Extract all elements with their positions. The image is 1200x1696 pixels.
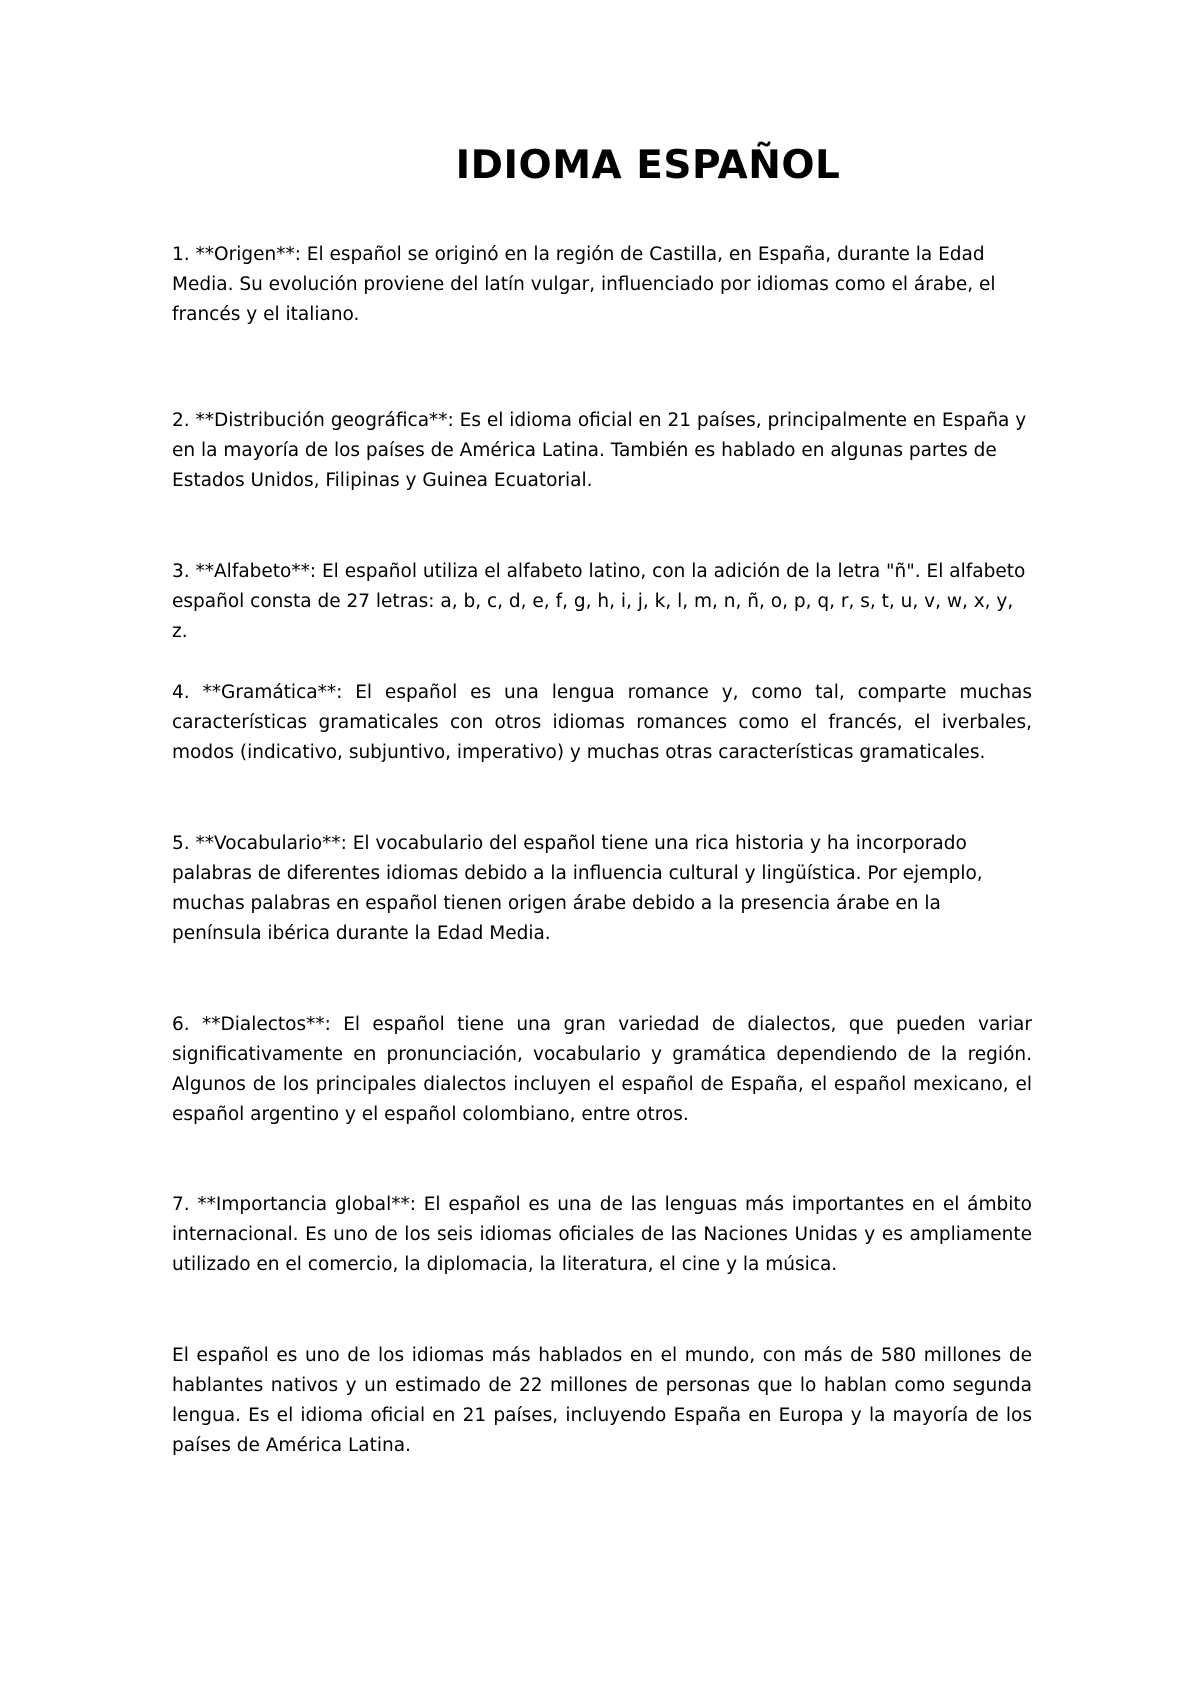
section-dialectos: 6. **Dialectos**: El español tiene una gran variedad de dialectos, que pueden variar significativamente en pronunciación, vocabulario y gramática dependiendo de la región. Algunos de los principales dialectos incluyen el español de España, el español mexicano, el español argentino y el español colombiano, entre otros. (172, 1014, 1032, 1125)
section-distribucion: 2. **Distribución geográfica**: Es el idioma oficial en 21 países, principalmente en España y en la mayoría de los países de América Latina. También es hablado en algunas partes de Estados Unidos, Filipinas y Guinea Ecuatorial. (172, 410, 1027, 491)
section-importancia: 7. **Importancia global**: El español es una de las lenguas más importantes en el ámbito internacional. Es uno de los seis idiomas oficiales de las Naciones Unidas y es ampliamente utilizado en el comercio, la diplomacia, la literatura, el cine y la música. (172, 1194, 1032, 1275)
section-alfabeto: 3. **Alfabeto**: El español utiliza el alfabeto latino, con la adición de la letra "ñ". El alfabeto español consta de 27 letras: a, b, c, d, e, f, g, h, i, j, k, l, m, n, ñ, o, p, q, r, s, t, u, v, w, x, y, z. (172, 561, 1026, 642)
section-gramatica: 4. **Gramática**: El español es una lengua romance y, como tal, comparte muchas características gramaticales con otros idiomas romances como el francés, el iverbales, modos (indicativo, subjuntivo, imperativo) y muchas otras características gramaticales. (172, 682, 1032, 763)
section-vocabulario: 5. **Vocabulario**: El vocabulario del español tiene una rica historia y ha incorporado palabras de diferentes idiomas debido a la influencia cultural y lingüística. Por ejemplo, muchas palabras en español tienen origen árabe debido a la presencia árabe en la península ibérica durante la Edad Media. (172, 833, 983, 944)
document-title: IDIOMA ESPAÑOL (455, 143, 841, 188)
section-origen: 1. **Origen**: El español se originó en la región de Castilla, en España, durante la Edad Media. Su evolución proviene del latín vulgar, influenciado por idiomas como el árabe, el francés y el italiano. (172, 244, 996, 325)
closing-paragraph: El español es uno de los idiomas más hablados en el mundo, con más de 580 millones de hablantes nativos y un estimado de 22 millones de personas que lo hablan como segunda lengua. Es el idioma oficial en 21 países, incluyendo España en Europa y la mayoría de los países de América Latina. (172, 1345, 1032, 1456)
